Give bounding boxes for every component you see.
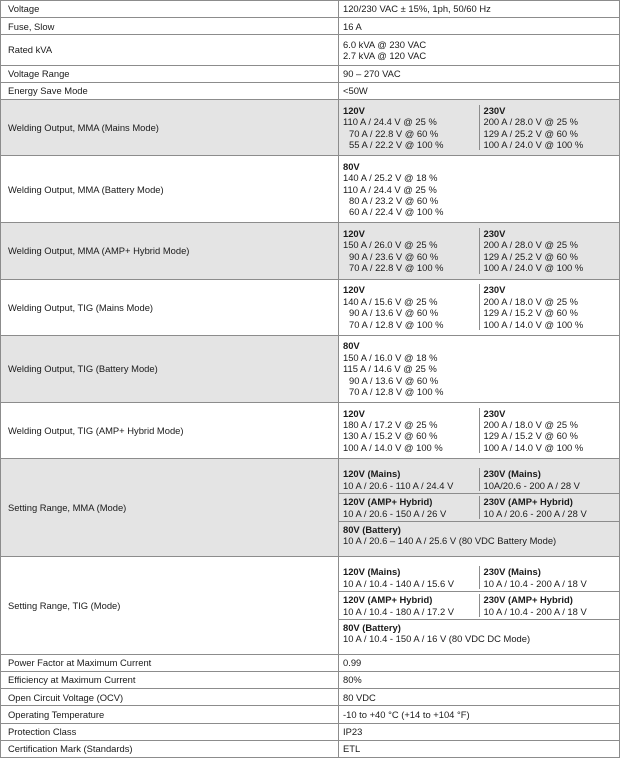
value-line: 70 A / 22.8 V @ 100 % — [349, 262, 444, 274]
value-head: 230V (Mains) — [483, 566, 541, 578]
spec-row-mma-battery — [1, 156, 620, 223]
row-label: Voltage — [1, 1, 339, 18]
row-label: Rated kVA — [1, 35, 339, 65]
value-line: 70 A / 22.8 V @ 60 % — [349, 127, 439, 139]
value-head: 120V — [343, 284, 365, 296]
row-label: Operating Temperature — [1, 706, 339, 723]
row-label: Setting Range, TIG (Mode) — [1, 557, 339, 655]
value-line: 100 A / 14.0 V @ 100 % — [483, 441, 584, 453]
row-value — [339, 459, 620, 557]
setting-cell — [479, 566, 620, 589]
value-line: 10 A / 10.4 - 200 A / 18 V — [483, 605, 587, 617]
row-value: ETL — [339, 740, 620, 757]
value-head: 120V — [343, 227, 365, 239]
value-line: 10 A / 20.6 - 150 A / 26 V — [343, 507, 447, 519]
value-line: 150 A / 16.0 V @ 18 % — [343, 351, 438, 363]
value-head: 120V (AMP+ Hybrid) — [343, 496, 433, 508]
spec-row-setting-tig — [1, 557, 620, 655]
value-head: 120V (Mains) — [343, 566, 401, 578]
row-value — [339, 336, 620, 403]
value-line: 129 A / 15.2 V @ 60 % — [483, 430, 578, 442]
value-head: 120V (AMP+ Hybrid) — [343, 594, 433, 606]
value-line: 130 A / 15.2 V @ 60 % — [343, 430, 438, 442]
setting-cell — [339, 496, 479, 519]
spec-row-mma-mains — [1, 99, 620, 156]
setting-cell — [339, 468, 479, 491]
value-line: 70 A / 12.8 V @ 100 % — [349, 318, 444, 330]
row-label: Open Circuit Voltage (OCV) — [1, 689, 339, 706]
row-value — [339, 402, 620, 459]
setting-cell — [339, 594, 479, 617]
setting-cell — [339, 566, 479, 589]
setting-cell — [339, 521, 619, 549]
value-line: 90 A / 13.6 V @ 60 % — [349, 307, 439, 319]
value-col-230v — [479, 228, 620, 274]
spec-row-mma-hybrid — [1, 223, 620, 280]
value-head: 230V (AMP+ Hybrid) — [483, 496, 573, 508]
row-label: Voltage Range — [1, 65, 339, 82]
row-value — [339, 223, 620, 280]
value-col-120v — [339, 408, 479, 454]
value-col-120v — [339, 284, 479, 330]
row-value: <50W — [339, 82, 620, 99]
row-value: 120/230 VAC ± 15%, 1ph, 50/60 Hz — [339, 1, 620, 18]
value-col-120v — [339, 228, 479, 274]
value-line: 2.7 kVA @ 120 VAC — [343, 49, 427, 61]
row-value — [339, 557, 620, 655]
value-line: 140 A / 15.6 V @ 25 % — [343, 295, 438, 307]
value-head: 230V (Mains) — [483, 468, 541, 480]
row-value — [339, 99, 620, 156]
row-label: Setting Range, MMA (Mode) — [1, 459, 339, 557]
value-col-230v — [479, 105, 620, 151]
value-line: 10 A / 10.4 - 140 A / 15.6 V — [343, 577, 455, 589]
value-line: 200 A / 18.0 V @ 25 % — [483, 419, 578, 430]
value-line: 200 A / 28.0 V @ 25 % — [483, 239, 578, 251]
value-head: 120V — [343, 104, 365, 116]
row-value: 80% — [339, 672, 620, 689]
value-head: 120V (Mains) — [343, 468, 401, 480]
row-label: Welding Output, MMA (AMP+ Hybrid Mode) — [1, 223, 339, 280]
spec-row-voltage-range — [1, 65, 620, 82]
spec-row-fuse — [1, 18, 620, 35]
value-line: 200 A / 18.0 V @ 25 % — [483, 295, 578, 307]
row-label: Welding Output, TIG (Mains Mode) — [1, 279, 339, 336]
row-label: Protection Class — [1, 723, 339, 740]
value-col-230v — [479, 408, 620, 454]
value-col-120v — [339, 105, 479, 151]
value-head: 230V — [483, 284, 506, 296]
value-line: 200 A / 28.0 V @ 25 % — [483, 116, 578, 128]
value-line: 10 A / 20.6 – 140 A / 25.6 V (80 VDC Battery Mode) — [343, 535, 557, 547]
value-line: 129 A / 15.2 V @ 60 % — [483, 307, 578, 319]
value-head: 230V — [483, 104, 506, 116]
row-label: Welding Output, MMA (Mains Mode) — [1, 99, 339, 156]
setting-cell — [339, 619, 619, 647]
row-value — [339, 156, 620, 223]
spec-row-operating-temperature — [1, 706, 620, 723]
setting-cell — [479, 496, 620, 519]
value-head: 80V — [343, 160, 360, 172]
row-label: Certification Mark (Standards) — [1, 740, 339, 757]
value-line: 115 A / 14.6 V @ 25 % — [343, 363, 437, 375]
row-value — [339, 35, 620, 65]
row-label: Welding Output, MMA (Battery Mode) — [1, 156, 339, 223]
value-line: 110 A / 24.4 V @ 25 % — [343, 116, 437, 128]
row-value: IP23 — [339, 723, 620, 740]
value-line: 100 A / 14.0 V @ 100 % — [483, 318, 584, 330]
spec-row-setting-mma — [1, 459, 620, 557]
value-line: 80 A / 23.2 V @ 60 % — [349, 194, 439, 206]
row-label: Welding Output, TIG (Battery Mode) — [1, 336, 339, 403]
row-label: Welding Output, TIG (AMP+ Hybrid Mode) — [1, 402, 339, 459]
value-head: 80V — [343, 340, 360, 352]
row-label: Energy Save Mode — [1, 82, 339, 99]
value-line: 10 A / 20.6 - 200 A / 28 V — [483, 507, 587, 519]
setting-cell — [479, 468, 620, 491]
spec-row-protection-class — [1, 723, 620, 740]
value-line: 100 A / 24.0 V @ 100 % — [483, 262, 584, 274]
row-label: Power Factor at Maximum Current — [1, 654, 339, 671]
setting-cell — [479, 594, 620, 617]
spec-row-rated-kva — [1, 35, 620, 65]
value-head: 230V (AMP+ Hybrid) — [483, 594, 573, 606]
value-line: 10 A / 10.4 - 150 A / 16 V (80 VDC DC Mode) — [343, 633, 531, 645]
value-col-230v — [479, 284, 620, 330]
value-head: 120V — [343, 407, 365, 419]
row-value: 0.99 — [339, 654, 620, 671]
value-head: 80V (Battery) — [343, 524, 401, 536]
row-value: 16 A — [339, 18, 620, 35]
spec-row-energy-save — [1, 82, 620, 99]
value-line: 10 A / 10.4 - 200 A / 18 V — [483, 577, 587, 589]
value-line: 6.0 kVA @ 230 VAC — [343, 38, 427, 50]
value-line: 55 A / 22.2 V @ 100 % — [349, 139, 444, 151]
value-line: 180 A / 17.2 V @ 25 % — [343, 419, 438, 430]
row-value: -10 to +40 °C (+14 to +104 °F) — [339, 706, 620, 723]
value-line: 129 A / 25.2 V @ 60 % — [483, 250, 578, 262]
row-label: Fuse, Slow — [1, 18, 339, 35]
value-line: 100 A / 24.0 V @ 100 % — [483, 139, 584, 151]
value-line: 90 A / 13.6 V @ 60 % — [349, 374, 439, 386]
value-head: 80V (Battery) — [343, 621, 401, 633]
row-value — [339, 279, 620, 336]
value-line: 10A/20.6 - 200 A / 28 V — [483, 479, 580, 491]
row-value: 80 VDC — [339, 689, 620, 706]
value-head: 230V — [483, 407, 506, 419]
value-line: 90 A / 23.6 V @ 60 % — [349, 250, 439, 262]
value-line: 129 A / 25.2 V @ 60 % — [483, 127, 578, 139]
value-line: 10 A / 20.6 - 110 A / 24.4 V — [343, 479, 454, 491]
spec-row-power-factor — [1, 654, 620, 671]
spec-row-ocv — [1, 689, 620, 706]
value-head: 230V — [483, 227, 506, 239]
value-line: 140 A / 25.2 V @ 18 % — [343, 172, 438, 184]
spec-row-certification — [1, 740, 620, 757]
spec-row-tig-hybrid — [1, 402, 620, 459]
value-line: 70 A / 12.8 V @ 100 % — [349, 385, 444, 397]
row-label: Efficiency at Maximum Current — [1, 672, 339, 689]
spec-row-tig-mains — [1, 279, 620, 336]
row-value: 90 – 270 VAC — [339, 65, 620, 82]
value-line: 100 A / 14.0 V @ 100 % — [343, 441, 443, 453]
value-line: 60 A / 22.4 V @ 100 % — [349, 206, 444, 218]
value-line: 110 A / 24.4 V @ 25 % — [343, 183, 437, 195]
value-line: 150 A / 26.0 V @ 25 % — [343, 239, 438, 251]
spec-row-efficiency — [1, 672, 620, 689]
spec-row-voltage — [1, 1, 620, 18]
value-line: 10 A / 10.4 - 180 A / 17.2 V — [343, 605, 455, 617]
spec-row-tig-battery — [1, 336, 620, 403]
